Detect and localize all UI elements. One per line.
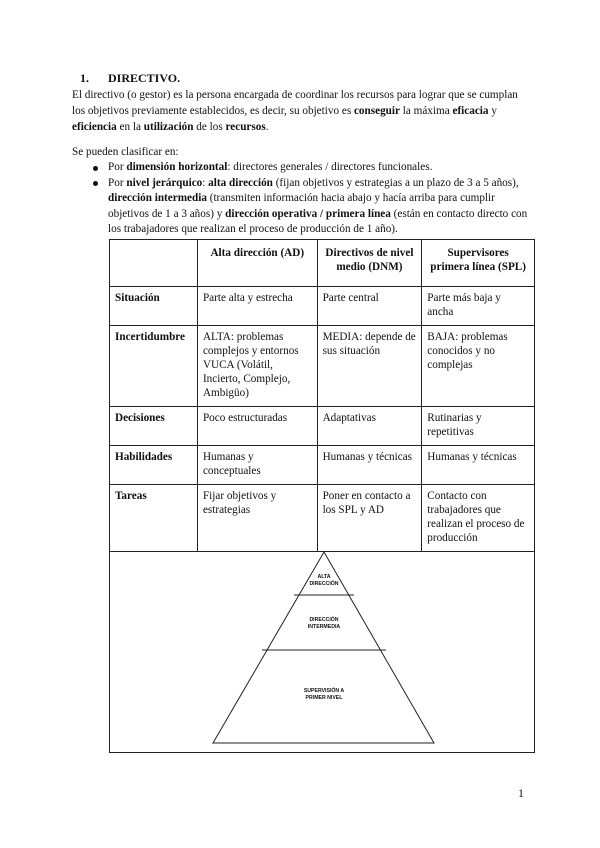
- list-text: Por: [108, 176, 127, 189]
- table-row: [110, 407, 535, 446]
- list-text: : directores generales / directores funcionales.: [227, 161, 433, 173]
- intro-text: y: [488, 105, 497, 117]
- table-cell: Humanas y técnicas: [317, 446, 422, 485]
- list-bold: dirección operativa / primera línea: [225, 207, 391, 220]
- table-cell: Poner en contacto a los SPL y AD: [317, 485, 422, 552]
- pyramid-middle-label: DIRECCIÓN INTERMEDIA: [307, 617, 341, 630]
- list-item: [91, 160, 531, 176]
- list-bold: dirección intermedia: [108, 192, 207, 204]
- row-header-cell: Tareas: [110, 485, 198, 552]
- table-header-cell: [110, 240, 198, 287]
- table-header-row: [110, 240, 535, 287]
- intro-paragraph: [72, 87, 532, 135]
- table-cell: BAJA: problemas conocidos y no complejas: [422, 326, 535, 407]
- intro-text: la máxima: [399, 105, 453, 117]
- list-text: (transmiten información hacia abajo y hacía arriba para cumplir objetivos de 1 a 3 años) y: [108, 192, 495, 220]
- table-cell: Rutinarias y repetitivas: [422, 407, 535, 446]
- section-heading: [80, 71, 180, 86]
- section-title: DIRECTIVO.: [108, 71, 181, 85]
- list-text: (fijan objetivos y estrategias a un plazo de 3 a 5 años),: [272, 176, 519, 189]
- intro-text: .: [265, 121, 269, 133]
- intro-bold: utilización: [143, 121, 194, 133]
- table-cell: MEDIA: depende de sus situación: [317, 326, 422, 407]
- table-cell: Adaptativas: [317, 407, 422, 446]
- table-cell: Parte más baja y ancha: [422, 287, 535, 326]
- intro-text: El directivo (o gestor) es la persona encargada de coordinar los recursos para lograr que se cumplan los objetivos previamente establecidos, es decir, su objetivo es: [72, 89, 518, 117]
- list-bold: alta dirección: [208, 176, 273, 189]
- table-header-cell: Directivos de nivel medio (DNM): [317, 240, 422, 287]
- list-item: [91, 176, 531, 238]
- row-header-cell: Situación: [110, 287, 198, 326]
- list-text: Por: [108, 161, 127, 173]
- intro-bold: eficiencia: [72, 121, 117, 133]
- table-cell: Fijar objetivos y estrategias: [197, 485, 317, 552]
- table-row: [110, 326, 535, 407]
- row-header-cell: Decisiones: [110, 407, 198, 446]
- table-row: [110, 446, 535, 485]
- list-text: (están en contacto directo con los trabajadores que realizan el proceso de producción de 1 año).: [108, 207, 528, 235]
- table-cell: ALTA: problemas complejos y entornos VUCA (Volátil, Incierto, Complejo, Ambigüo): [197, 326, 317, 407]
- page-number: 1: [518, 786, 524, 800]
- table-cell: Parte central: [317, 287, 422, 326]
- pyramid-diagram: [109, 543, 535, 753]
- intro-bold: conseguir: [353, 105, 400, 117]
- table-header-cell: Supervisores primera línea (SPL): [422, 240, 535, 287]
- table-cell: Humanas y conceptuales: [197, 446, 317, 485]
- classify-intro: Se pueden clasificar en:: [72, 146, 179, 158]
- list-bold: nivel jerárquico: [126, 176, 203, 189]
- table-header-cell: Alta dirección (AD): [197, 240, 317, 287]
- table-cell: Contacto con trabajadores que realizan el proceso de producción: [422, 485, 535, 552]
- pyramid-bottom-label: SUPERVISIÓN A PRIMER NIVEL: [303, 688, 345, 701]
- row-header-cell: Habilidades: [110, 446, 198, 485]
- intro-bold: recursos: [225, 121, 266, 133]
- intro-text: de los: [193, 121, 226, 133]
- list-bold: dimensión horizontal: [126, 161, 228, 173]
- table-row: [110, 287, 535, 326]
- list-text: :: [202, 176, 209, 189]
- table-cell: Parte alta y estrecha: [197, 287, 317, 326]
- classification-list: [91, 160, 531, 238]
- comparison-table: [109, 239, 535, 552]
- table-row: [110, 485, 535, 552]
- section-number: 1.: [80, 71, 89, 85]
- row-header-cell: Incertidumbre: [110, 326, 198, 407]
- intro-text: en la: [116, 121, 144, 133]
- table-cell: Humanas y técnicas: [422, 446, 535, 485]
- table-cell: Poco estructuradas: [197, 407, 317, 446]
- pyramid-top-label: ALTA DIRECCIÓN: [309, 574, 339, 587]
- intro-bold: eficacia: [452, 105, 489, 117]
